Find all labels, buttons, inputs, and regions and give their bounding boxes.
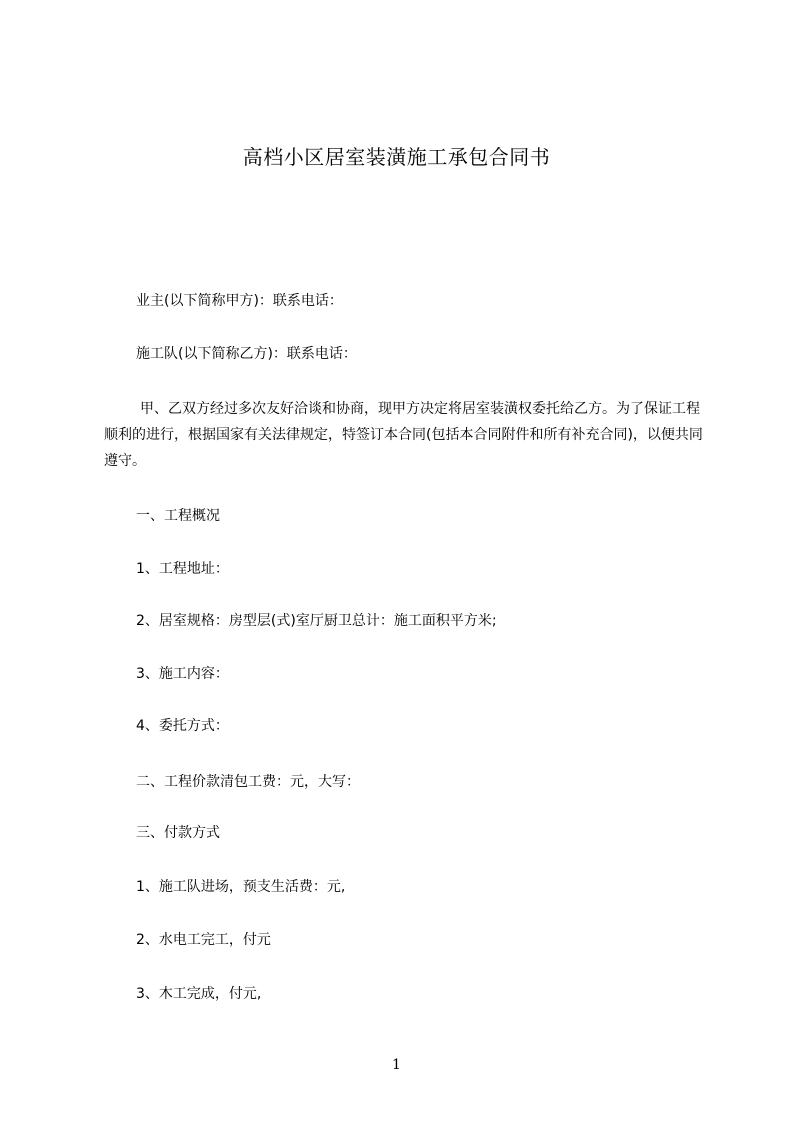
- item-construction-content: 3、施工内容：: [136, 666, 229, 682]
- document-title: 高档小区居室装潢施工承包合同书: [242, 145, 551, 169]
- item-room-spec: 2、居室规格：房型层(式)室厅厨卫总计：施工面积平方米;: [136, 613, 497, 629]
- party-a-line: 业主(以下简称甲方)：联系电话：: [136, 293, 343, 309]
- page-number: 1: [392, 1057, 401, 1073]
- section-3-heading: 三、付款方式: [136, 825, 220, 841]
- payment-item-2: 2、水电工完工，付元: [136, 932, 271, 948]
- party-b-line: 施工队(以下简称乙方)：联系电话：: [136, 346, 357, 362]
- payment-item-1: 1、施工队进场，预支生活费：元,: [136, 879, 346, 895]
- payment-item-3: 3、木工完成，付元,: [136, 986, 262, 1002]
- section-2-heading: 二、工程价款清包工费：元，大写：: [136, 774, 360, 790]
- section-1-heading: 一、工程概况: [136, 508, 220, 524]
- item-project-address: 1、工程地址：: [136, 561, 229, 577]
- intro-paragraph: 甲、乙双方经过多次友好洽谈和协商，现甲方决定将居室装潢权委托给乙方。为了保证工程顺利的进行，根据国家有关法律规定，特签订本合同(包括本合同附件和所有补充合同)，以便共同遵守。: [104, 401, 703, 469]
- item-commission-method: 4、委托方式：: [136, 718, 229, 734]
